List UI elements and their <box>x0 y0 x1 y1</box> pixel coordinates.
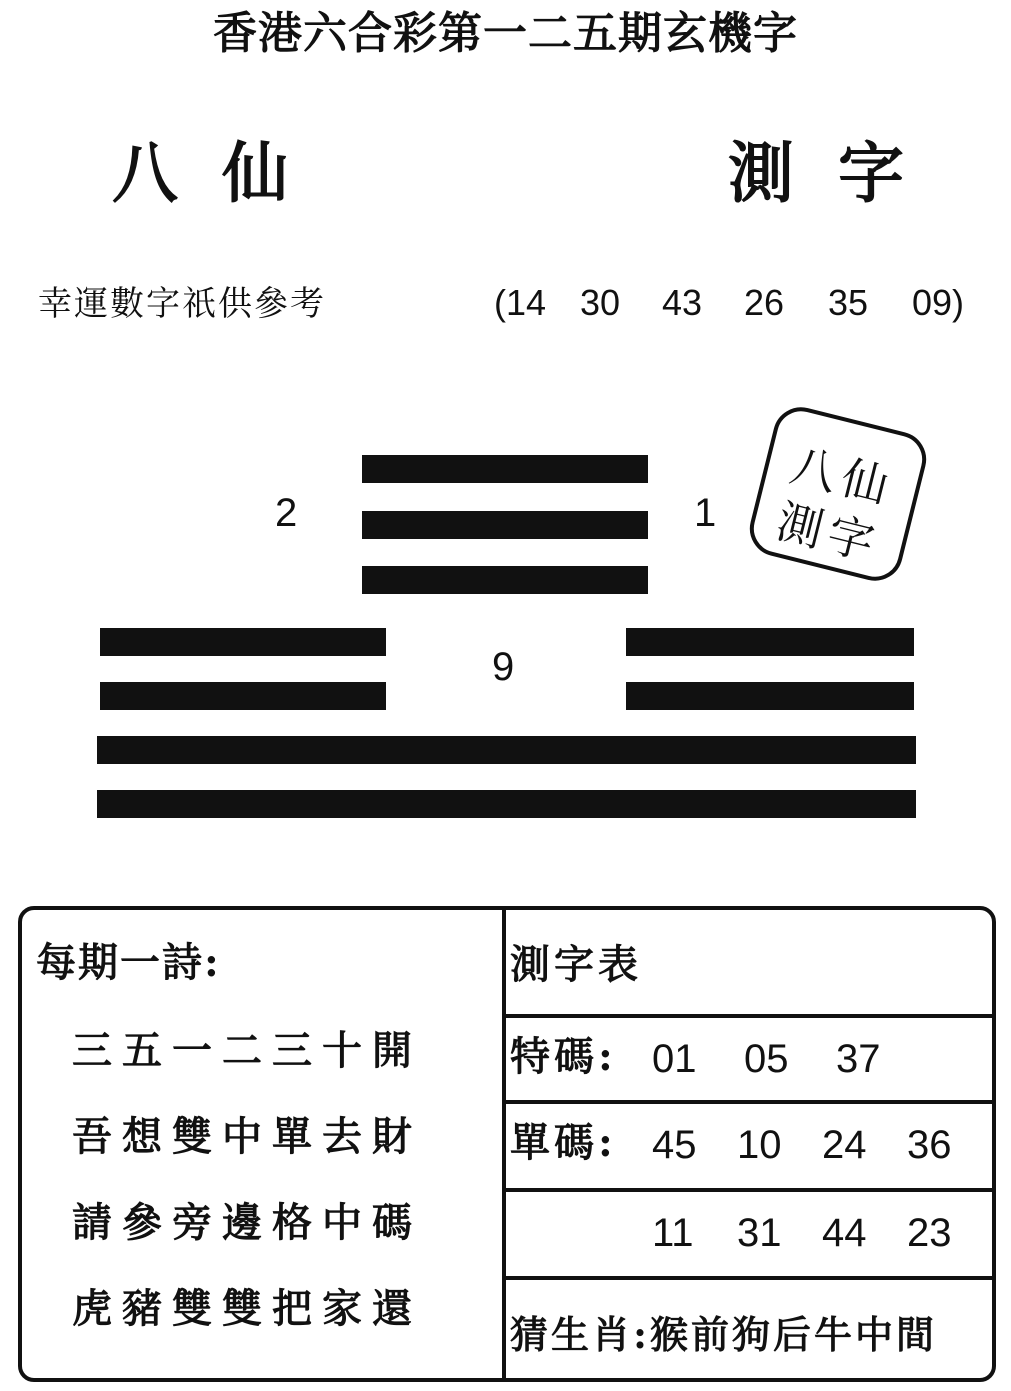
stamp-seal <box>744 401 932 586</box>
stamp-text: 八仙 <box>785 437 900 516</box>
lucky-number: 30 <box>580 282 621 323</box>
single-number: 24 <box>822 1123 867 1167</box>
single-number: 11 <box>652 1211 694 1255</box>
lucky-number: 26 <box>744 282 785 323</box>
lucky-number: 35 <box>828 282 869 323</box>
hexagram-line <box>97 790 916 818</box>
hexagram-number-right: 1 <box>694 491 717 535</box>
poem-line: 虎豬雙雙把家還 <box>72 1285 422 1332</box>
hexagram-line <box>626 682 914 710</box>
info-panel <box>18 906 996 1382</box>
stamp-text: 測字 <box>771 494 886 572</box>
special-number: 37 <box>836 1037 881 1081</box>
single-number: 44 <box>822 1211 867 1255</box>
hexagram-line <box>100 682 386 710</box>
lucky-number: 09) <box>912 282 965 323</box>
hexagram-line <box>626 628 914 656</box>
hexagram-line <box>362 455 648 483</box>
banner-right: 測字 <box>728 134 948 212</box>
hexagram-number-left: 2 <box>275 491 298 535</box>
single-numbers-row <box>652 1208 992 1258</box>
single-number: 36 <box>907 1123 952 1167</box>
panel-divider <box>502 910 506 1378</box>
table-divider <box>506 1100 996 1104</box>
single-numbers-row <box>652 1120 992 1170</box>
special-numbers <box>652 1034 992 1084</box>
page-title: 香港六合彩第一二五期玄機字 <box>213 8 798 59</box>
single-number: 10 <box>737 1123 782 1167</box>
table-divider <box>506 1276 996 1280</box>
hexagram-line <box>362 566 648 594</box>
poem-line: 三五一二三十開 <box>72 1027 422 1074</box>
poem-line: 請參旁邊格中碼 <box>72 1199 422 1246</box>
zodiac-guess: 猜生肖:猴前狗后牛中間 <box>510 1312 938 1357</box>
special-number: 05 <box>744 1037 789 1081</box>
table-divider <box>506 1188 996 1192</box>
hexagram-line <box>362 511 648 539</box>
hexagram-number-center: 9 <box>492 645 515 689</box>
banner-left: 八仙 <box>112 134 332 212</box>
hexagram-line <box>97 736 916 764</box>
lucky-numbers-label: 幸運數字祇供參考 <box>38 284 326 324</box>
lucky-number: 43 <box>662 282 703 323</box>
table-title: 測字表 <box>510 941 642 988</box>
single-number: 45 <box>652 1123 697 1167</box>
lucky-number: (14 <box>494 282 547 323</box>
lucky-numbers <box>494 280 964 326</box>
single-number: 31 <box>737 1211 782 1255</box>
hexagram-line <box>100 628 386 656</box>
table-divider <box>506 1014 996 1018</box>
poem-title: 每期一詩: <box>36 939 221 986</box>
special-label: 特碼: <box>510 1033 617 1080</box>
single-number: 23 <box>907 1211 952 1255</box>
single-label: 單碼: <box>510 1119 617 1166</box>
poem-line: 吾想雙中單去財 <box>72 1113 422 1160</box>
special-number: 01 <box>652 1037 697 1081</box>
